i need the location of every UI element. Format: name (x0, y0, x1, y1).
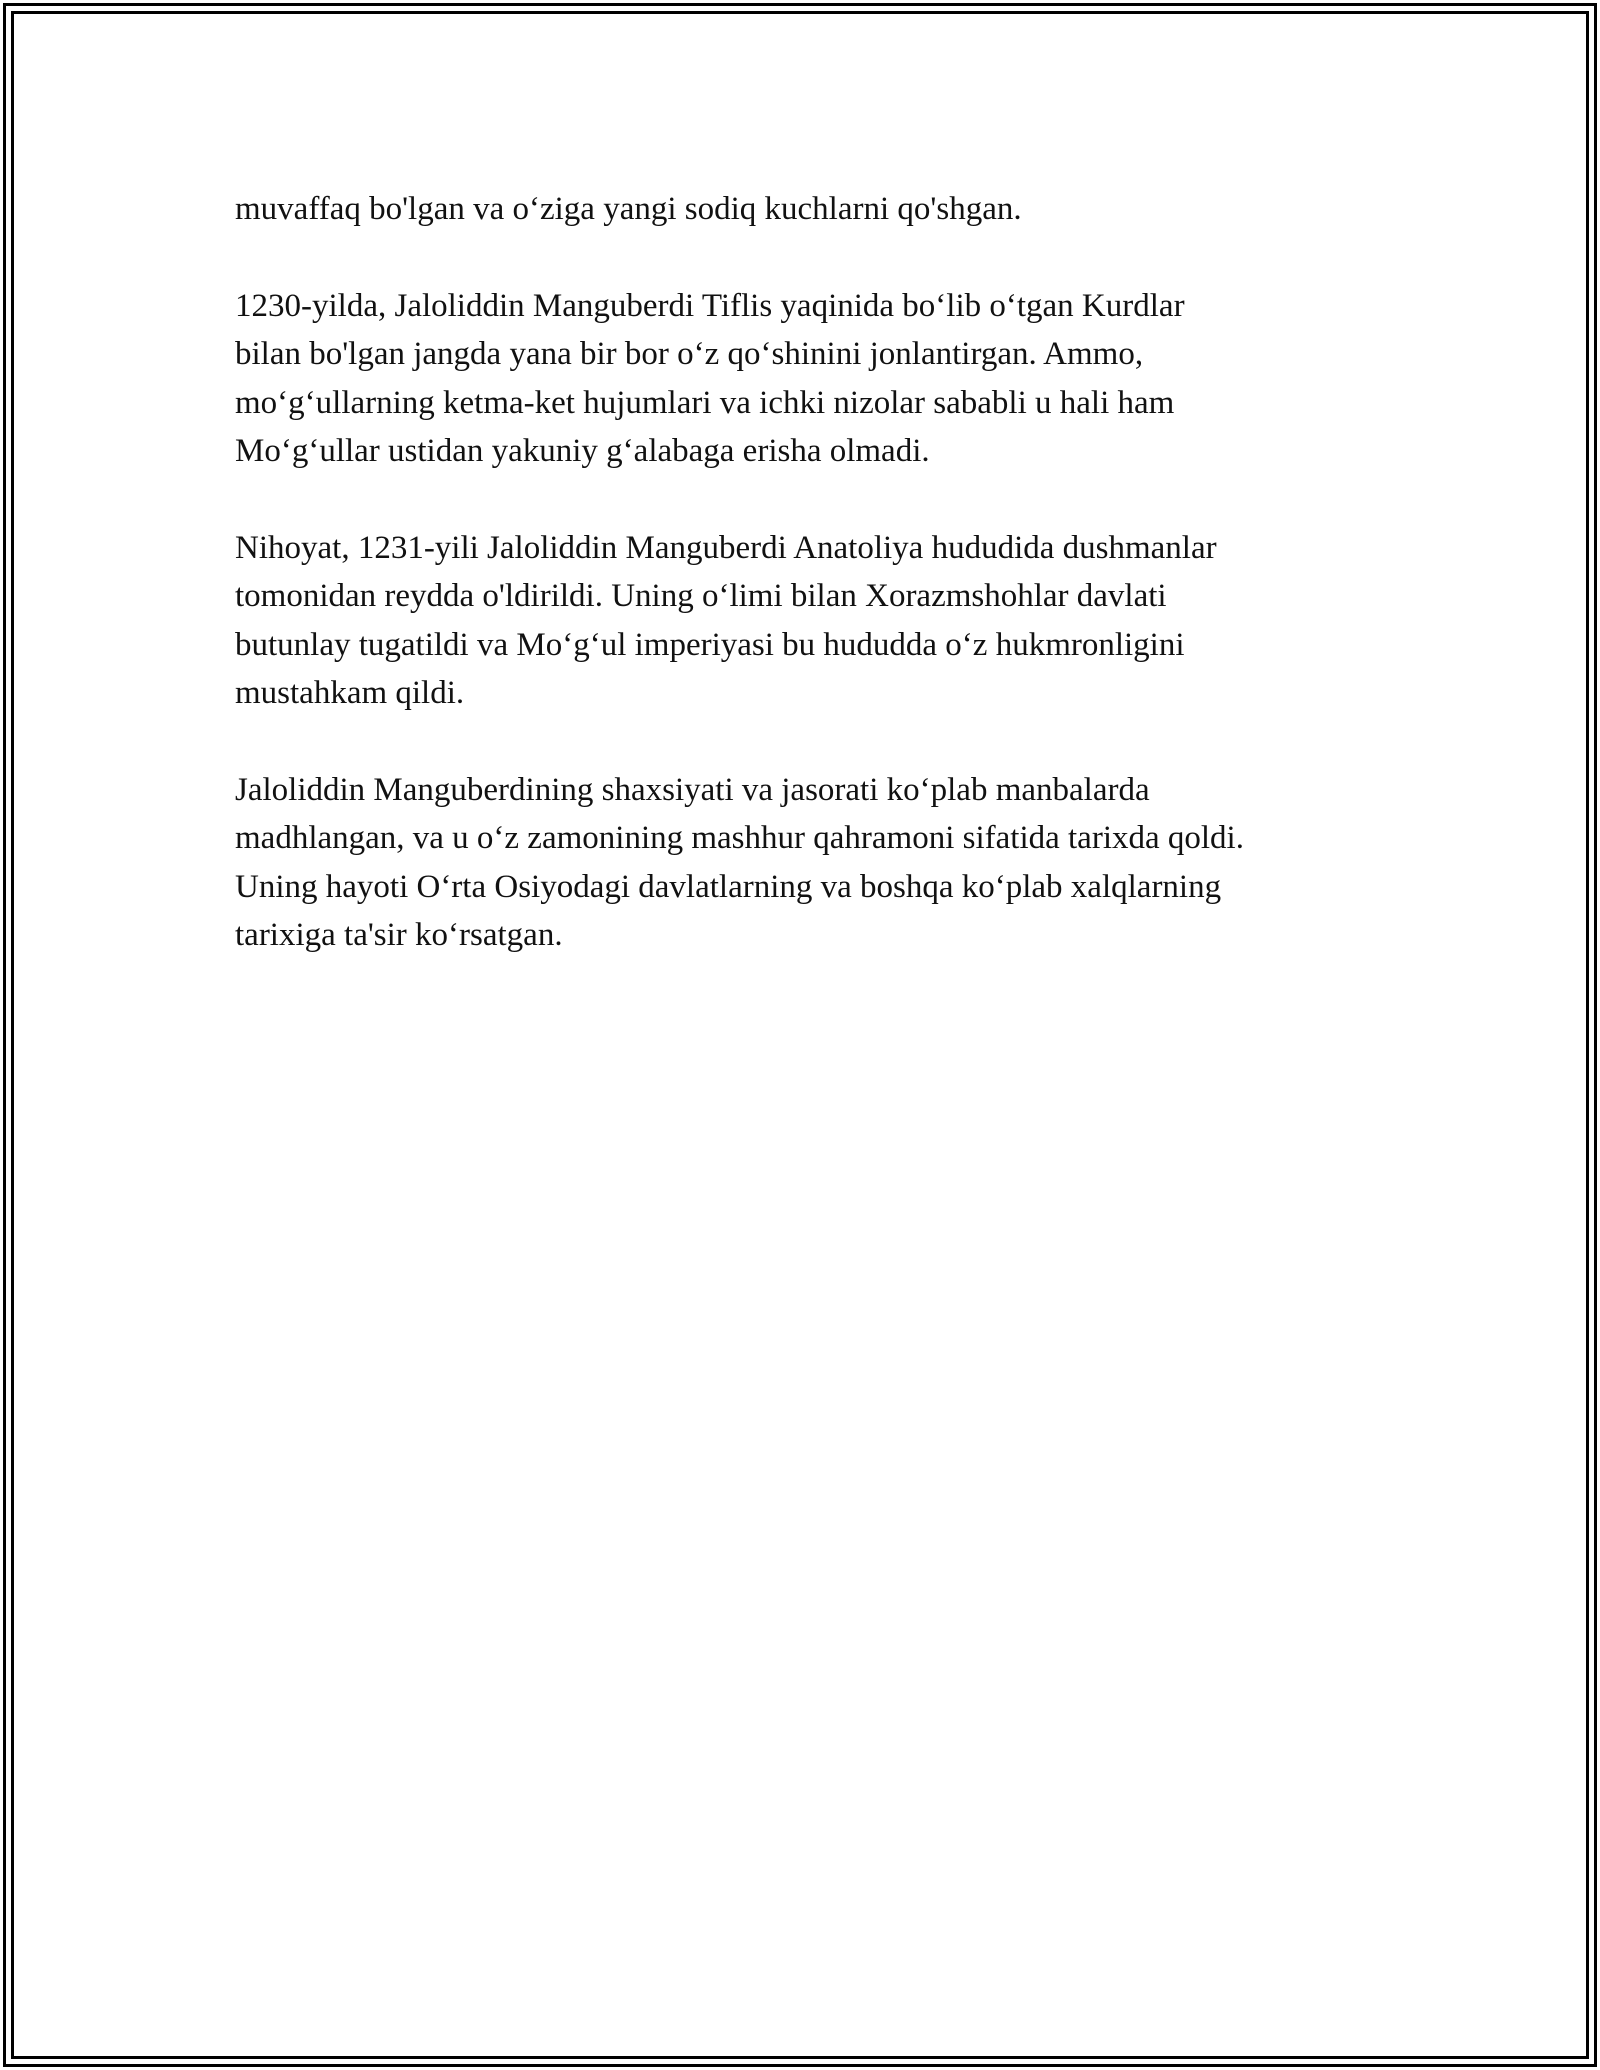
paragraph-line: mo‘g‘ullarning ketma-ket hujumlari va ichki nizolar sababli u hali ham (235, 384, 1175, 421)
paragraph-line: Nihoyat, 1231-yili Jaloliddin Manguberdi Anatoliya hududida dushmanlar (235, 529, 1217, 566)
paragraph-3 (235, 524, 1395, 718)
paragraph-line: tomonidan reydda o'ldirildi. Uning o‘limi bilan Xorazmshohlar davlati (235, 578, 1167, 614)
paragraph-1 (235, 185, 1395, 234)
paragraph-line: Jaloliddin Manguberdining shaxsiyati va jasorati ko‘plab manbalarda (235, 771, 1150, 808)
paragraph-line: mustahkam qildi. (235, 675, 465, 711)
paragraph-line: 1230-yilda, Jaloliddin Manguberdi Tiflis yaqinida bo‘lib o‘tgan Kurdlar (235, 287, 1185, 324)
paragraph-4 (235, 766, 1395, 960)
paragraph-line: bilan bo'lgan jangda yana bir bor o‘z qo‘shinini jonlantirgan. Ammo, (235, 336, 1144, 372)
paragraph-line: madhlangan, va u o‘z zamonining mashhur qahramoni sifatida tarixda qoldi. (235, 820, 1244, 856)
paragraph-line: Mo‘g‘ullar ustidan yakuniy g‘alabaga erisha olmadi. (235, 433, 930, 469)
paragraph-line: tarixiga ta'sir ko‘rsatgan. (235, 917, 563, 953)
paragraph-2 (235, 282, 1395, 476)
document-body (235, 185, 1395, 1008)
paragraph-line: Uning hayoti O‘rta Osiyodagi davlatlarning va boshqa ko‘plab xalqlarning (235, 868, 1222, 905)
paragraph-line: butunlay tugatildi va Mo‘g‘ul imperiyasi bu hududda o‘z hukmronligini (235, 626, 1185, 663)
paragraph-line: muvaffaq bo'lgan va o‘ziga yangi sodiq kuchlarni qo'shgan. (235, 191, 1022, 227)
